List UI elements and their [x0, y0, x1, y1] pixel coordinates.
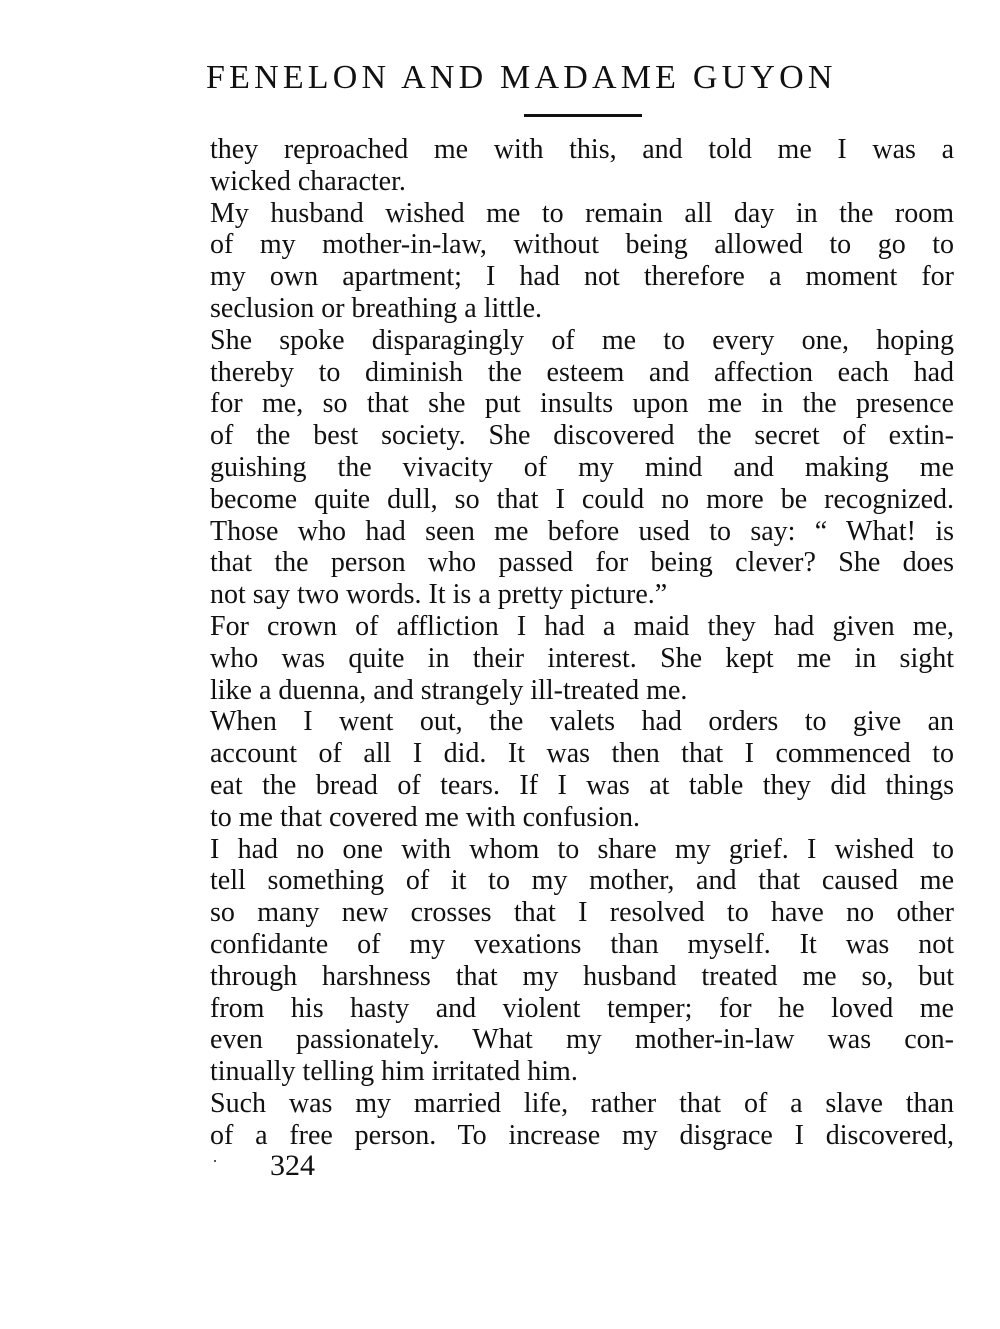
running-head: FENELON AND MADAME GUYON: [206, 59, 837, 96]
paragraph: [210, 611, 954, 706]
text-line: through harshness that my husband treated me so, but: [210, 960, 954, 992]
text-line: guishing the vivacity of my mind and making me: [210, 451, 954, 483]
paragraph: [210, 1088, 954, 1152]
text-line: When I went out, the valets had orders to give an: [210, 706, 954, 738]
text-line: of my mother-in-law, without being allowed to go to: [210, 229, 954, 261]
text-line: of a free person. To increase my disgrace I discovered,: [210, 1119, 954, 1151]
body-text: [210, 134, 954, 1152]
text-line: not say two words. It is a pretty picture.”: [210, 579, 668, 611]
text-line: My husband wished me to remain all day in the room: [210, 197, 954, 229]
text-line: thereby to diminish the esteem and affection each had: [210, 356, 954, 388]
paragraph: [210, 134, 954, 198]
text-line: who was quite in their interest. She kept me in sight: [210, 642, 954, 674]
text-line: eat the bread of tears. If I was at table they did things: [210, 769, 954, 801]
text-line: of the best society. She discovered the secret of extin-: [210, 420, 954, 452]
text-line: For crown of affliction I had a maid they had given me,: [210, 610, 954, 642]
text-line: confidante of my vexations than myself. It was not: [210, 928, 954, 960]
text-line: tell something of it to my mother, and that caused me: [210, 865, 954, 897]
text-line: Those who had seen me before used to say: “ What! is: [210, 515, 954, 547]
text-line: they reproached me with this, and told me I was a: [210, 134, 954, 165]
page-number: 324: [270, 1149, 315, 1182]
text-line: so many new crosses that I resolved to have no other: [210, 897, 954, 929]
text-line: seclusion or breathing a little.: [210, 292, 543, 324]
text-line: even passionately. What my mother-in-law was con-: [210, 1024, 954, 1056]
text-line: I had no one with whom to share my grief. I wished to: [210, 833, 954, 865]
print-speck: [214, 1160, 216, 1162]
paragraph: [210, 198, 954, 325]
text-line: like a duenna, and strangely ill-treated me.: [210, 674, 688, 706]
text-line: become quite dull, so that I could no more be recognized.: [210, 483, 954, 515]
head-rule: [524, 114, 642, 117]
text-line: to me that covered me with confusion.: [210, 801, 640, 833]
paragraph: [210, 325, 954, 611]
text-line: Such was my married life, rather that of a slave than: [210, 1087, 954, 1119]
text-line: my own apartment; I had not therefore a moment for: [210, 261, 954, 293]
paragraph: [210, 706, 954, 833]
paragraph: [210, 834, 954, 1088]
text-line: account of all I did. It was then that I commenced to: [210, 738, 954, 770]
text-line: She spoke disparagingly of me to every one, hoping: [210, 324, 954, 356]
text-line: wicked character.: [210, 165, 406, 197]
text-line: for me, so that she put insults upon me in the presence: [210, 388, 954, 420]
text-line: tinually telling him irritated him.: [210, 1056, 578, 1088]
text-line: that the person who passed for being clever? She does: [210, 547, 954, 579]
text-line: from his hasty and violent temper; for he loved me: [210, 992, 954, 1024]
